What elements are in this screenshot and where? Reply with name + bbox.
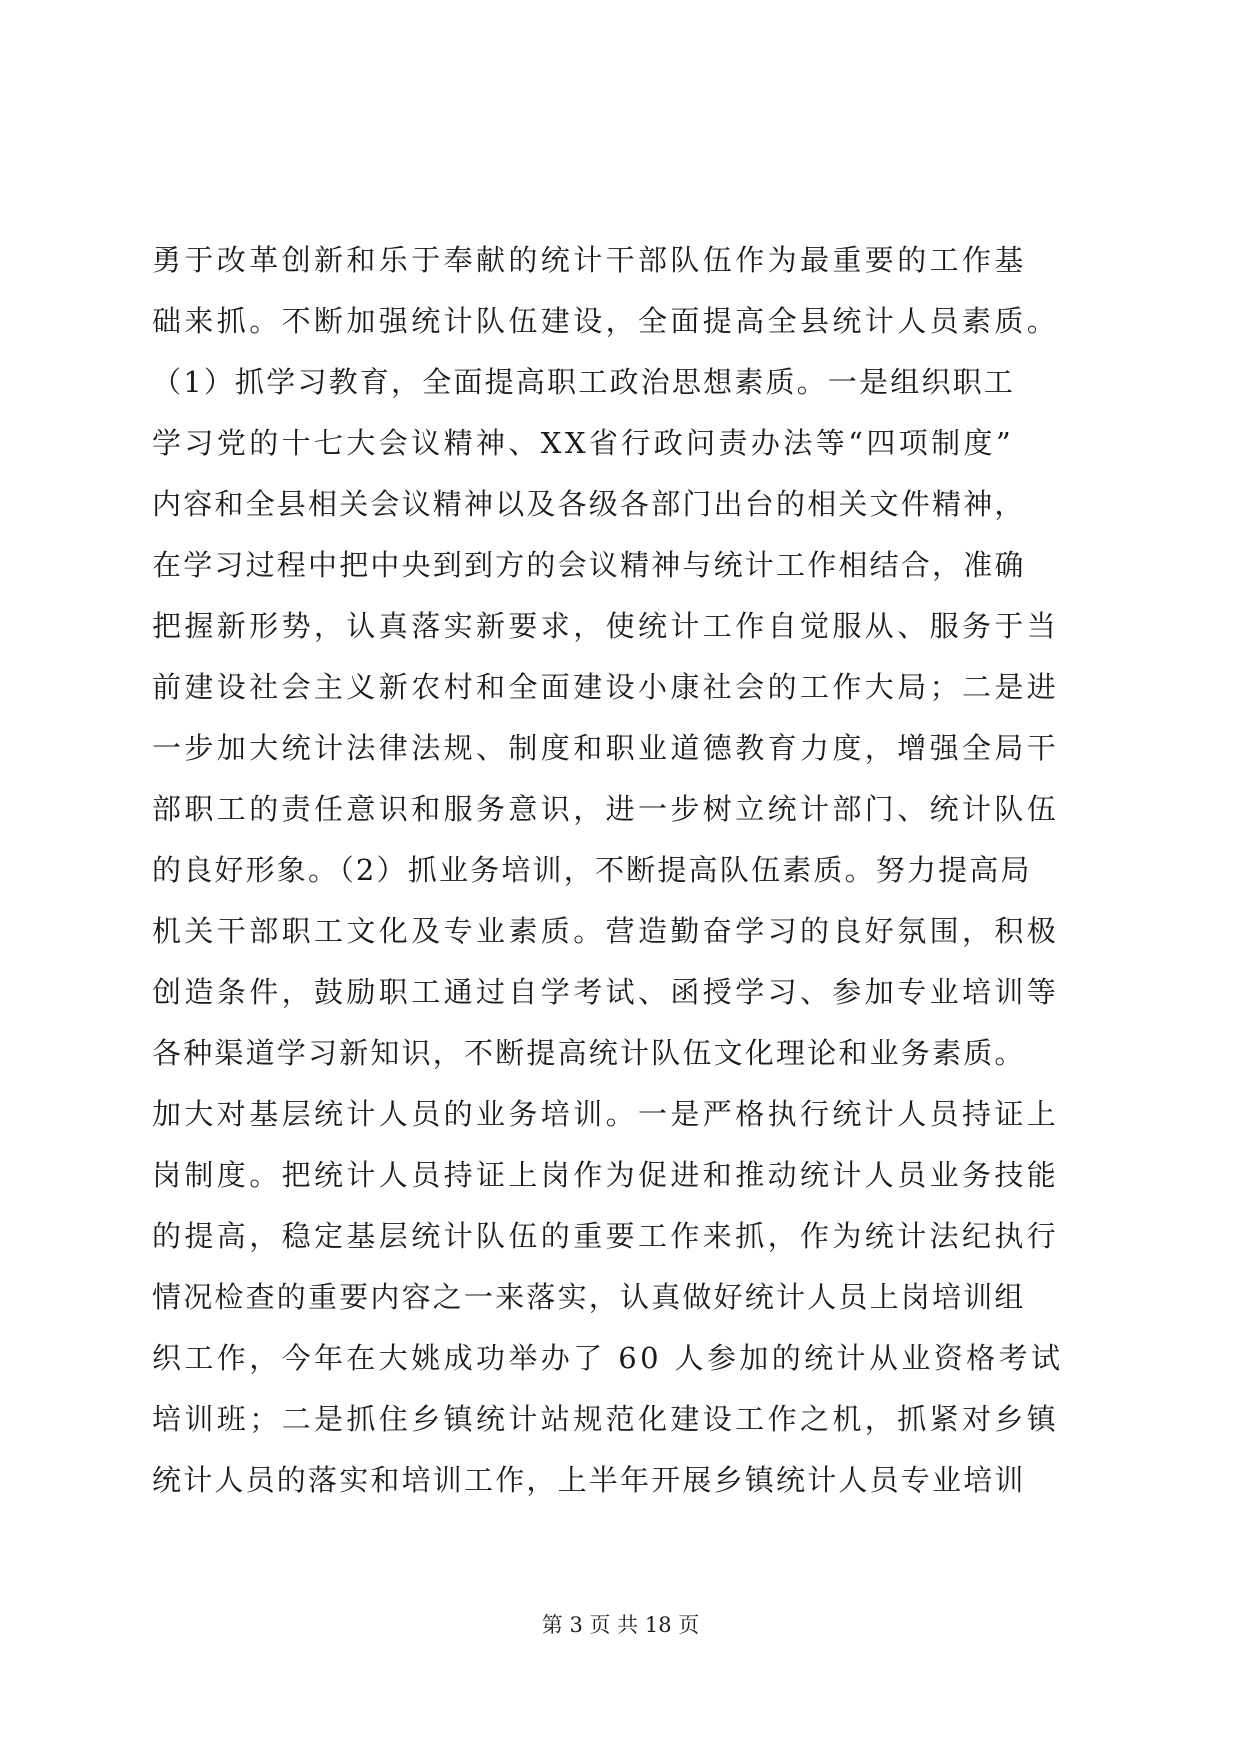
text-line: 勇于改革创新和乐于奉献的统计干部队伍作为最重要的工作基 (152, 243, 1027, 277)
text-line: 前建设社会主义新农村和全面建设小康社会的工作大局；二是进 (152, 670, 1060, 704)
page-number-footer: 第 3 页 共 18 页 (541, 1613, 700, 1637)
text-line: 的提高，稳定基层统计队伍的重要工作来抓，作为统计法纪执行 (152, 1219, 1060, 1253)
text-line: 统计人员的落实和培训工作，上半年开展乡镇统计人员专业培训 (152, 1463, 1026, 1497)
text-line: 在学习过程中把中央到到方的会议精神与统计工作相结合，准确 (152, 548, 1026, 582)
text-line: （1）抓学习教育，全面提高职工政治思想素质。一是组织职工 (152, 365, 1016, 399)
text-line: 培训班；二是抓住乡镇统计站规范化建设工作之机，抓紧对乡镇 (152, 1402, 1060, 1436)
text-line: 的良好形象。（2）抓业务培训，不断提高队伍素质。努力提高局 (152, 853, 1032, 887)
text-line: 础来抓。不断加强统计队伍建设，全面提高全县统计人员素质。 (152, 304, 1060, 338)
text-line: 加大对基层统计人员的业务培训。一是严格执行统计人员持证上 (152, 1097, 1060, 1131)
text-line: 机关干部职工文化及专业素质。营造勤奋学习的良好氛围，积极 (152, 914, 1060, 948)
text-line: 内容和全县相关会议精神以及各级各部门出台的相关文件精神， (152, 487, 1026, 521)
text-line: 一步加大统计法律法规、制度和职业道德教育力度，增强全局干 (152, 731, 1060, 765)
text-line: 把握新形势，认真落实新要求，使统计工作自觉服从、服务于当 (152, 609, 1060, 643)
text-line: 情况检查的重要内容之一来落实，认真做好统计人员上岗培训组 (152, 1280, 1026, 1314)
text-line: 部职工的责任意识和服务意识，进一步树立统计部门、统计队伍 (152, 792, 1060, 826)
text-line: 岗制度。把统计人员持证上岗作为促进和推动统计人员业务技能 (152, 1158, 1060, 1192)
body-text (152, 230, 1092, 1511)
text-line: 学习党的十七大会议精神、XX省行政问责办法等“四项制度” (152, 426, 1015, 460)
text-line: 创造条件，鼓励职工通过自学考试、函授学习、参加专业培训等 (152, 975, 1060, 1009)
text-line: 各种渠道学习新知识，不断提高统计队伍文化理论和业务素质。 (152, 1036, 1026, 1070)
text-line: 织工作，今年在大姚成功举办了 60 人参加的统计从业资格考试 (152, 1341, 1064, 1375)
